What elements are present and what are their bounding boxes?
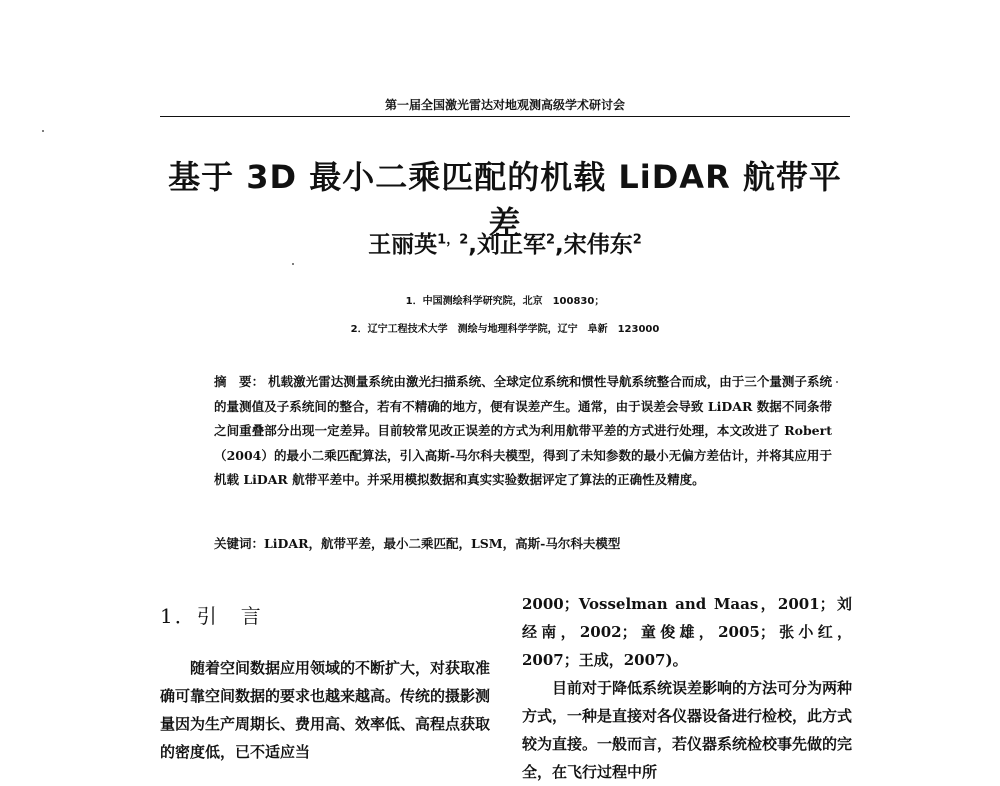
author-separator: , <box>555 232 564 258</box>
abstract-text: 机载激光雷达测量系统由激光扫描系统、全球定位系统和惯性导航系统整合而成，由于三个量测子系统的量测值及子系统间的整合，若有不精确的地方，便有误差产生。通常，由于误差会导致 LiDAR 数据不同条带之间重叠部分出现一定差异。目前较常见改正误差的方式为利用航带平差的方式进行处理，本文改进了 Robert（2004）的最小二乘匹配算法，引入高斯-马尔科夫模型，得到了未知参数的最小无偏方差估计，并将其应用于机载 LiDAR 航带平差中。并采用模拟数据和真实实验数据评定了算法的正确性及精度。 <box>214 374 832 487</box>
author-name: 宋伟东 <box>563 232 633 258</box>
scan-speck <box>836 381 838 383</box>
keywords-text: LiDAR，航带平差，最小二乘匹配，LSM，高斯-马尔科夫模型 <box>264 536 621 551</box>
scan-speck <box>292 263 294 265</box>
abstract <box>214 370 832 493</box>
author-affiliation-mark: 2 <box>632 232 642 248</box>
affiliation-1: 1．中国测绘科学研究院，北京 100830； <box>405 296 605 307</box>
body-paragraph: 随着空间数据应用领域的不断扩大，对获取准确可靠空间数据的要求也越来越高。传统的摄影测量因为生产周期长、费用高、效率低、高程点获取的密度低，已不适应当 <box>160 659 491 761</box>
author-name: 刘正军 <box>477 232 546 258</box>
body-column-left <box>160 654 490 766</box>
paper-title: 基于 3D 最小二乘匹配的机载 LiDAR 航带平差 <box>168 158 842 242</box>
author-name: 王丽英 <box>368 232 438 258</box>
abstract-label: 摘 要： <box>214 374 265 389</box>
conference-header: 第一届全国激光雷达对地观测高级学术研讨会 <box>160 96 850 117</box>
body-paragraph: 目前对于降低系统误差影响的方法可分为两种方式，一种是直接对各仪器设备进行检校，此方式较为直接。一般而言，若仪器系统检校事先做的完全，在飞行过程中所 <box>522 679 853 781</box>
keywords-label: 关键词： <box>214 536 265 551</box>
body-paragraph: 2000；Vosselman and Maas，2001；刘经南，2002；童俊雄，2005；张小红，2007；王成，2007)。 <box>522 595 852 669</box>
author-list <box>160 226 850 259</box>
author-affiliation-mark: 2 <box>546 232 556 248</box>
body-column-right <box>522 590 852 786</box>
affiliation-2: 2．辽宁工程技术大学 测绘与地理科学学院，辽宁 阜新 123000 <box>350 324 660 335</box>
scan-speck <box>42 130 44 132</box>
section-heading-introduction: 1．引 言 <box>160 604 263 628</box>
author-affiliation-mark: 1，2 <box>437 232 469 248</box>
keywords <box>214 534 832 552</box>
author-separator: , <box>468 232 477 258</box>
